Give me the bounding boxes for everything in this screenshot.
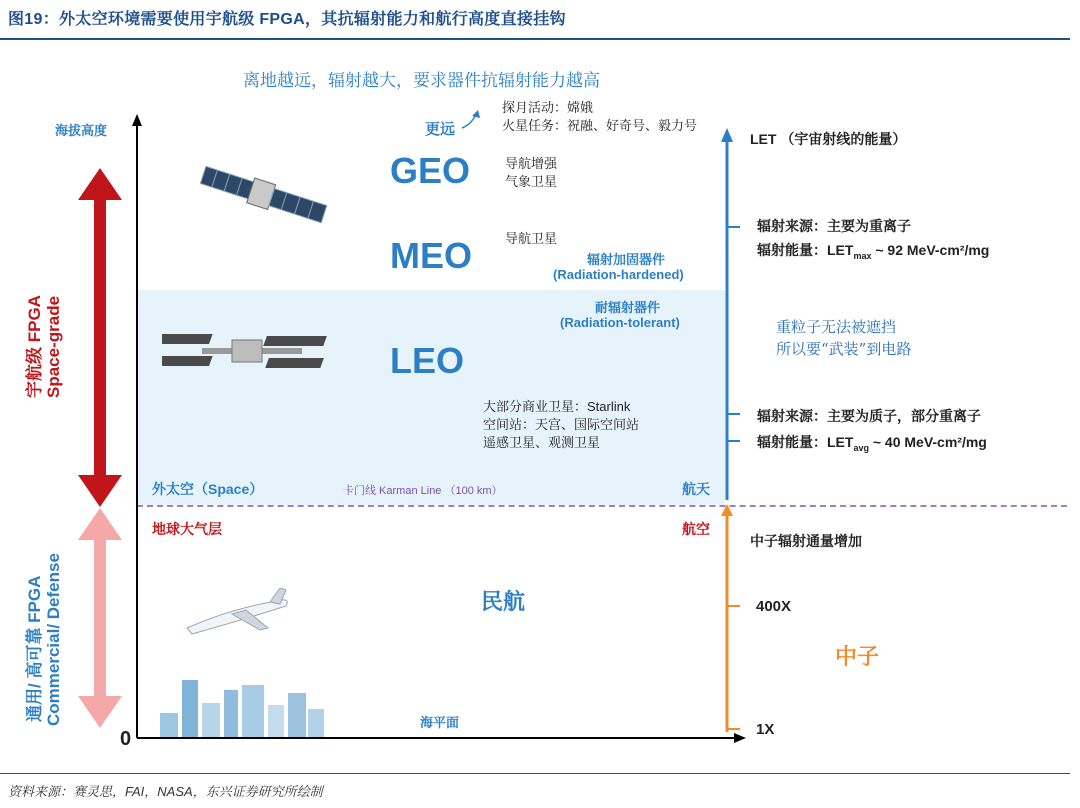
satellite-icon [195, 158, 335, 233]
commercial-en: Commercial/ Defense [44, 553, 63, 726]
radiation-low-energy: 辐射能量：$LET_{avg}$ ~ 40 MeV-cm²/mg [757, 434, 987, 453]
neutron-label: 中子 [835, 644, 880, 669]
let-axis-arrow [721, 128, 733, 142]
city-skyline-icon [160, 675, 325, 737]
space-grade-en: Space-grade [44, 295, 63, 398]
neutron-axis-arrow [721, 504, 733, 516]
neutron-increase: 中子辐射通量增加 [750, 533, 862, 549]
orbit-meo: MEO [390, 235, 473, 276]
commercial-cn: 通用/ 高可靠 FPGA [25, 575, 44, 722]
altitude-axis-arrow [132, 114, 142, 126]
karman-label: 卡门线 Karman Line （100 km） [343, 485, 503, 497]
outer-space-label: 外太空（Space） [152, 481, 264, 497]
figure-title: 图19：外太空环境需要使用宇航级 FPGA，其抗辐射能力和航行高度直接挂钩 [8, 11, 566, 28]
leo-desc2: 空间站：天宫、国际空间站 [483, 417, 640, 432]
handwritten-line1: 重粒子无法被遮挡 [776, 318, 897, 336]
leo-desc1: 大部分商业卫星：Starlink [483, 399, 631, 414]
handwritten-line2: 所以要“武装”到电路 [776, 340, 912, 358]
meo-desc1: 导航卫星 [505, 231, 558, 246]
space-station-icon [162, 322, 337, 382]
altitude-zero: 0 [120, 728, 132, 750]
radiation-low-source: 辐射来源：主要为质子，部分重离子 [757, 408, 981, 424]
hardened-cn: 辐射加固器件 [587, 252, 666, 267]
tolerant-cn: 耐辐射器件 [595, 300, 661, 315]
source-note: 资料来源：赛灵思，FAI，NASA，东兴证券研究所绘制 [8, 784, 323, 799]
airplane-icon [182, 588, 292, 638]
radiation-high-energy: 辐射能量：$LET_{max}$ ~ 92 MeV-cm²/mg [757, 242, 990, 261]
deep-space-line2: 火星任务：祝融、好奇号、毅力号 [502, 118, 698, 133]
hardened-en: (Radiation-hardened) [553, 267, 684, 282]
geo-desc2: 气象卫星 [505, 174, 558, 189]
deep-space-line1: 探月活动：嫦娥 [502, 100, 594, 115]
neutron-400x: 400X [756, 598, 792, 615]
tolerant-en: (Radiation-tolerant) [560, 315, 680, 330]
geo-desc1: 导航增强 [505, 156, 558, 171]
neutron-1x: 1X [756, 721, 775, 738]
footer-divider [0, 773, 1070, 774]
orbit-geo: GEO [390, 150, 471, 191]
headline: 离地越远，辐射越大，要求器件抗辐射能力越高 [243, 71, 600, 90]
sea-level-label: 海平面 [420, 715, 460, 730]
space-grade-cn: 宇航级 FPGA [25, 295, 44, 398]
bottom-axis-arrow [734, 733, 746, 743]
leo-desc3: 遥感卫星、观测卫星 [483, 435, 601, 450]
spaceflight-label: 航天 [682, 481, 710, 497]
aviation-label: 航空 [682, 521, 710, 537]
civil-aviation-label: 民航 [481, 589, 526, 614]
farther-label: 更远 [425, 121, 456, 138]
atmosphere-label: 地球大气层 [152, 521, 222, 537]
altitude-axis-label: 海拔高度 [55, 123, 108, 138]
let-axis-label: LET （宇宙射线的能量） [750, 131, 907, 147]
radiation-high-source: 辐射来源：主要为重离子 [757, 218, 911, 234]
orbit-leo: LEO [390, 340, 465, 381]
